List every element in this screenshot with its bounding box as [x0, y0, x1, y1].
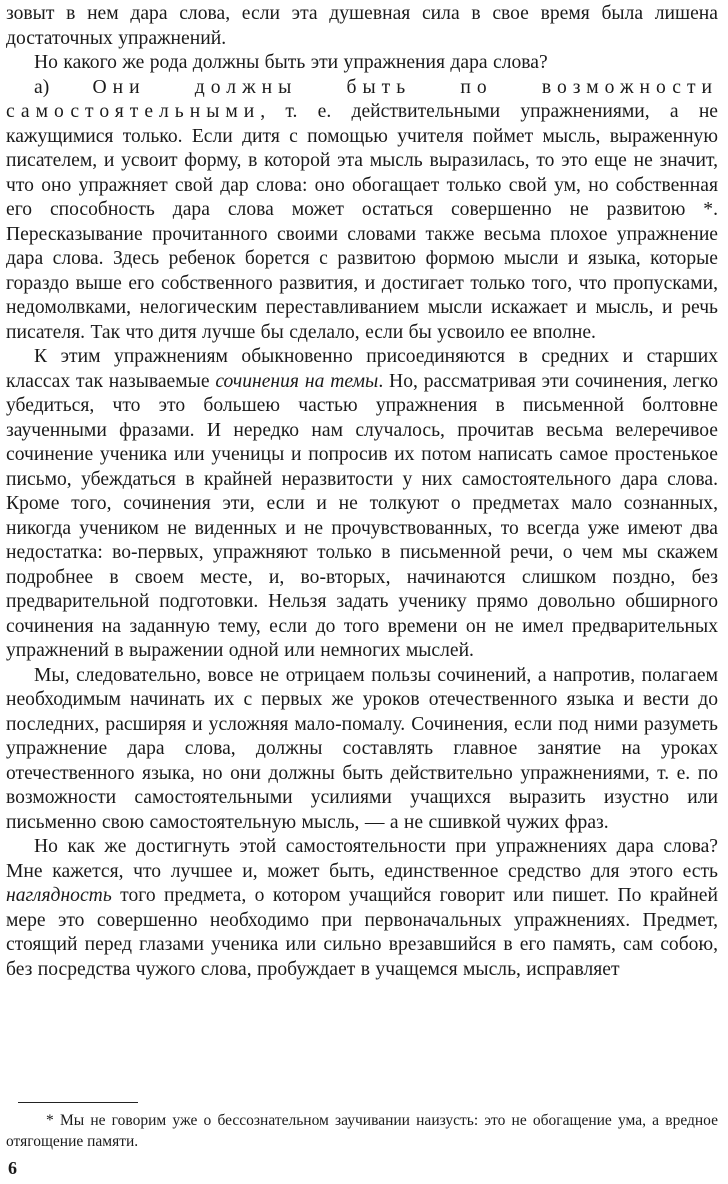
point-a-lead: а) [34, 76, 93, 98]
page-number: 6 [8, 1158, 17, 1178]
paragraph-continuation: зовыт в нем дара слова, если эта душевная сила в свое время была лишена достаточных упражнений. [6, 3, 718, 49]
visibility-before: Но как же достигнуть этой самостоятельности при упражнениях дара слова? Мне кажется, что лучшее и, может быть, единственное средство для этого есть [6, 836, 718, 882]
paragraph-conclusion: Мы, следовательно, вовсе не отрицаем пользы сочинений, а напротив, полагаем необходимым начинать их с первых же уроков отечественного языка и вести до последних, расширяя и усложняя мало-помалу. Сочинения, если под ними разуметь упражнение дара слова, должны составлять главное занятие на уроках отечественного языка, но они должны быть действительно упражнениями, т. е. по возможности самостоятельными усилиями учащихся выразить изустно или письменно свою самостоятельную мысль, — а не сшивкой чужих фраз. [6, 664, 718, 833]
compositions-before: К этим упражнениям обыкновенно присоединяются в средних и старших классах так называемые [6, 346, 718, 392]
compositions-after: . Но, рассматривая эти сочинения, легко убедиться, что это большею частью упражнения в письменной болтовне заученными фразами. И нередко нам случалось, прочитав весьма велеречивое сочинение ученика или ученицы и попросив их потом написать самое простенькое письмо, убеждаться в крайней неразвитости у них самостоятельного дара слова. Кроме того, сочинения эти, если и не толкуют о предметах мало сознанных, никогда учеником не виденных и не прочувствованных, то всегда уже имеют два недостатка: во-первых, упражняют только в письменной речи, о чем мы скажем подробнее в своем месте, и, во-вторых, начинаются слишком поздно, без предварительной подготовки. Нельзя задать ученику прямо довольно обширного сочинения на заданную тему, если до того времени он не имел предварительных упражнений в выражении одной или немногих мыслей. [6, 370, 718, 661]
footnote: * Мы не говорим уже о бессознательном заучивании наизусть: это не обогащение ума, а вредное отягощение памяти. [6, 1112, 718, 1150]
compositions-italic-term: сочинения на темы [215, 370, 379, 392]
point-a-emphasis: Они должны быть по возможности самостоятельными [6, 76, 718, 122]
visibility-italic-term: наглядность [6, 885, 112, 906]
footnote-divider [18, 1102, 138, 1103]
book-page [6, 2, 718, 1182]
paragraph-compositions [6, 345, 718, 664]
paragraph-question: Но какого же рода должны быть эти упражнения дара слова? [34, 52, 548, 73]
paragraph-visibility [6, 835, 718, 982]
point-a-body: , т. е. действительными упражнениями, а не кажущимися только. Если дитя с помощью учителя поймет мысль, выраженную писателем, и усвоит форму, в которой эта мысль выразилась, то это еще не значит, что оно упражняет свой дар слова: оно обогащает только свой ум, но собственная его способность дара слова может остаться совершенно не развитою *. Пересказывание прочитанного своими словами также весьма плохое упражнение дара слова. Здесь ребенок борется с развитою формою мысли и языка, которые гораздо выше его собственного развития, и достигает только того, что пропусками, недомолвками, нелогическим переставливанием мысли искажает и мысль, и речь писателя. Так что дитя лучше бы сделало, если бы усвоило ее вполне. [6, 101, 718, 343]
paragraph-point-a [6, 76, 718, 346]
visibility-after: того предмета, о котором учащийся говорит или пишет. По крайней мере это совершенно необходимо при первоначальных упражнениях. Предмет, стоящий перед глазами ученика или сильно врезавшийся в его память, сам собою, без посредства чужого слова, пробуждает в учащемся мысль, исправляет [6, 885, 718, 980]
